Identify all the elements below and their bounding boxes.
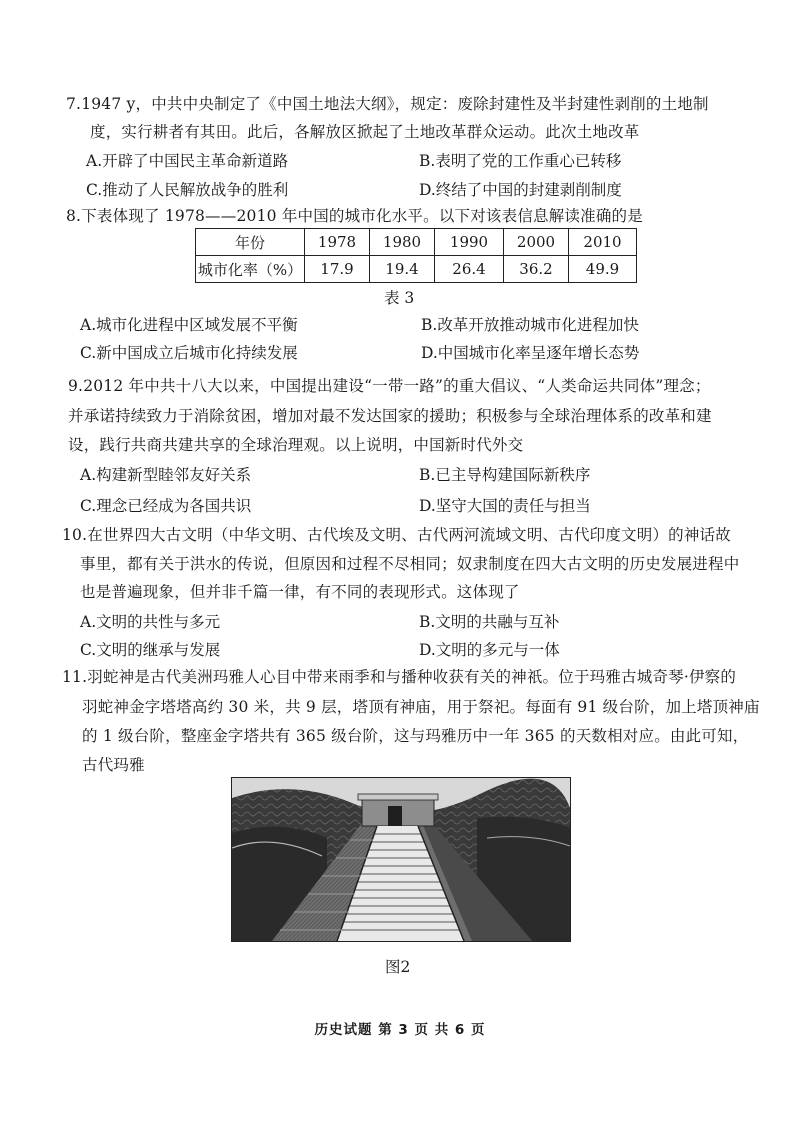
q9-option-b: B.已主导构建国际新秩序 (419, 466, 591, 484)
q10-option-b: B.文明的共融与互补 (419, 613, 560, 631)
table-year-2000: 2000 (504, 229, 569, 256)
q9-stem-line3: 设，践行共商共建共享的全球治理观。以上说明，中国新时代外交 (68, 436, 524, 454)
q9-option-c: C.理念已经成为各国共识 (80, 497, 252, 515)
q10-stem-line2: 事里，都有关于洪水的传说，但原因和过程不尽相同；奴隶制度在四大古文明的历史发展进程中 (80, 555, 740, 573)
q10-option-c: C.文明的继承与发展 (80, 641, 221, 659)
table-header-label: 年份 (196, 229, 305, 256)
table-row-rates (196, 256, 637, 283)
q8-option-d: D.中国城市化率呈逐年增长态势 (421, 344, 640, 362)
table-year-1980: 1980 (370, 229, 435, 256)
table-year-2010: 2010 (569, 229, 637, 256)
table-year-1990: 1990 (435, 229, 504, 256)
table-value-2010: 49.9 (569, 256, 637, 283)
q8-option-b: B.改革开放推动城市化进程加快 (421, 316, 639, 334)
table-caption: 表 3 (384, 289, 415, 307)
q9-option-a: A.构建新型睦邻友好关系 (80, 466, 252, 484)
table-value-2000: 36.2 (504, 256, 569, 283)
q9-stem-line2: 并承诺持续致力于消除贫困，增加对最不发达国家的援助；积极参与全球治理体系的改革和建 (68, 407, 712, 425)
q7-option-d: D.终结了中国的封建剥削制度 (419, 181, 622, 199)
q11-stem-line3: 的 1 级台阶，整座金字塔共有 365 级台阶，这与玛雅历中一年 365 的天数相对应。由此可知， (82, 727, 749, 745)
q9-stem-line1: 9.2012 年中共十八大以来，中国提出建设“一带一路”的重大倡议、“人类命运共同体”理念； (68, 377, 711, 395)
q7-option-b: B.表明了党的工作重心已转移 (419, 152, 622, 170)
q11-stem-line4: 古代玛雅 (82, 756, 145, 774)
table-value-1980: 19.4 (370, 256, 435, 283)
table-value-1990: 26.4 (435, 256, 504, 283)
q10-stem-line1: 10.在世界四大古文明（中华文明、古代埃及文明、古代两河流域文明、古代印度文明）的神话故 (62, 526, 731, 544)
urbanization-table (195, 228, 637, 283)
q7-stem-line1: 7.1947 y，中共中央制定了《中国土地法大纲》，规定：废除封建性及半封建性剥削的土地制 (66, 95, 709, 113)
figure-caption: 图2 (385, 958, 411, 976)
pyramid-figure (231, 777, 571, 942)
q7-option-a: A.开辟了中国民主革命新道路 (86, 152, 289, 170)
q11-stem-line2: 羽蛇神金字塔塔高约 30 米，共 9 层，塔顶有神庙，用于祭祀。每面有 91 级台阶，加上塔顶神庙 (82, 698, 760, 716)
page-footer: 历史试题 第 3 页 共 6 页 (314, 1022, 486, 1038)
table-row-label: 城市化率（%） (196, 256, 305, 283)
q10-option-a: A.文明的共性与多元 (80, 613, 221, 631)
q7-stem-line2: 度，实行耕者有其田。此后，各解放区掀起了土地改革群众运动。此次土地改革 (90, 123, 640, 141)
q8-stem-line1: 8.下表体现了 1978——2010 年中国的城市化水平。以下对该表信息解读准确的是 (66, 207, 643, 225)
pyramid-illustration (232, 778, 570, 941)
q10-option-d: D.文明的多元与一体 (419, 641, 560, 659)
table-year-1978: 1978 (305, 229, 370, 256)
table-row-years (196, 229, 637, 256)
q8-option-a: A.城市化进程中区域发展不平衡 (80, 316, 298, 334)
table-value-1978: 17.9 (305, 256, 370, 283)
q7-option-c: C.推动了人民解放战争的胜利 (86, 181, 289, 199)
q10-stem-line3: 也是普遍现象，但并非千篇一律，有不同的表现形式。这体现了 (80, 583, 520, 601)
q11-stem-line1: 11.羽蛇神是古代美洲玛雅人心目中带来雨季和与播种收获有关的神祇。位于玛雅古城奇琴·伊察的 (62, 668, 737, 686)
q8-option-c: C.新中国成立后城市化持续发展 (80, 344, 298, 362)
q9-option-d: D.坚守大国的责任与担当 (419, 497, 591, 515)
